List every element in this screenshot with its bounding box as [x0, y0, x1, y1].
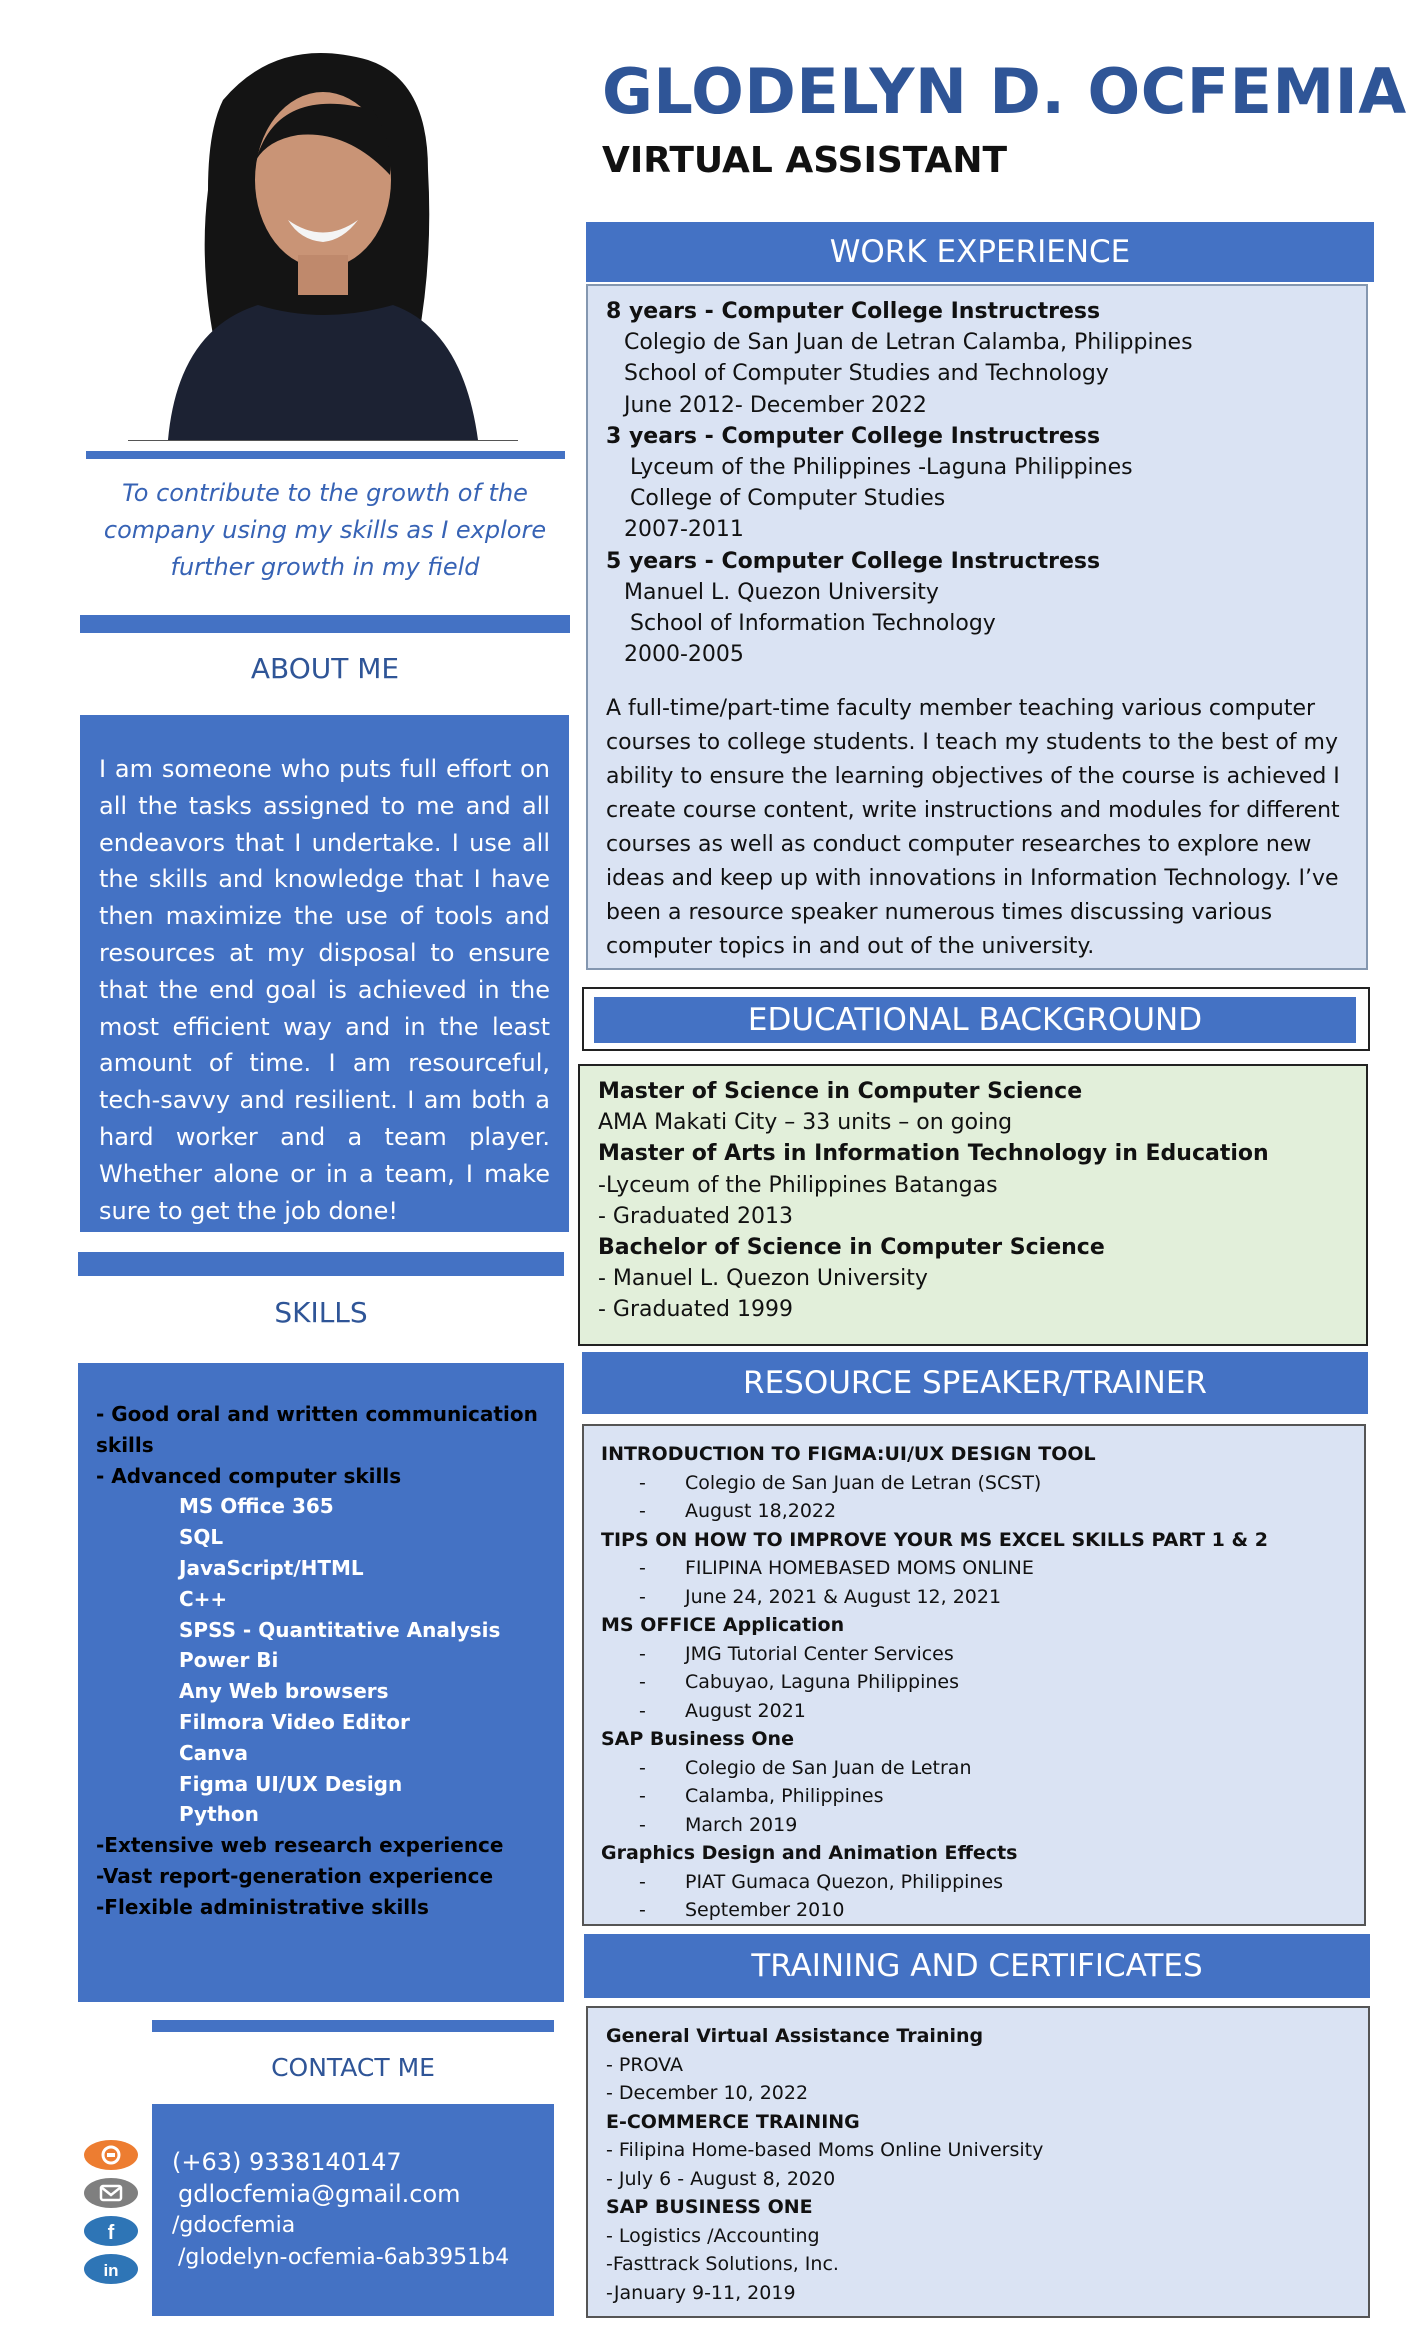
talk-detail: Calamba, Philippines [685, 1785, 884, 1807]
talk-title: TIPS ON HOW TO IMPROVE YOUR MS EXCEL SKILLS PART 1 & 2 [601, 1528, 1268, 1551]
skill-item: - Good oral and written communication skills [96, 1402, 538, 1457]
training-box [586, 2006, 1370, 2318]
degree-line: -Lyceum of the Philippines Batangas [598, 1172, 998, 1198]
skill-sub-item: Python [179, 1802, 259, 1827]
skill-sub-item: MS Office 365 [179, 1494, 334, 1519]
skill-sub-item: SPSS - Quantitative Analysis [179, 1617, 501, 1642]
job-line: June 2012- December 2022 [624, 392, 927, 418]
talk-title: MS OFFICE Application [601, 1614, 845, 1636]
skill-item: -Extensive web research experience [96, 1833, 504, 1858]
candidate-name: GLODELYN D. OCFEMIA [602, 55, 1407, 128]
talk-line [601, 1497, 1364, 1526]
skill-item: -Vast report-generation experience [96, 1863, 494, 1888]
dash-marker: - [639, 1899, 646, 1921]
dash-marker: - [639, 1471, 646, 1494]
skills-heading: SKILLS [274, 1296, 368, 1329]
talk-line [601, 1811, 1364, 1840]
skill-item: - Advanced computer skills [96, 1463, 402, 1488]
dash-marker: - [639, 1585, 646, 1608]
skill-sub-item: Any Web browsers [179, 1679, 389, 1704]
job-line: College of Computer Studies [630, 486, 946, 512]
degree-line: - Graduated 1999 [598, 1297, 794, 1323]
talk-detail: FILIPINA HOMEBASED MOMS ONLINE [685, 1557, 1034, 1579]
training-line: - Filipina Home-based Moms Online University [606, 2139, 1044, 2161]
skill-sub-item: Filmora Video Editor [179, 1709, 410, 1734]
degree-title: Master of Arts in Information Technology in Education [598, 1141, 1269, 1167]
education-heading: EDUCATIONAL BACKGROUND [594, 997, 1356, 1043]
training-title: General Virtual Assistance Training [606, 2025, 984, 2047]
dash-marker: - [639, 1500, 646, 1522]
candidate-title: VIRTUAL ASSISTANT [602, 140, 1008, 181]
talk-detail: August 2021 [685, 1699, 806, 1722]
phone-icon [82, 2138, 140, 2172]
about-box [80, 715, 569, 1232]
skill-sub-item: JavaScript/HTML [179, 1555, 364, 1580]
talk-title: Graphics Design and Animation Effects [601, 1842, 1018, 1864]
talk-line [601, 1469, 1364, 1498]
contact-facebook[interactable]: /gdocfemia [172, 2213, 296, 2238]
talk-line [601, 1554, 1364, 1583]
talk-title: SAP Business One [601, 1728, 794, 1750]
talk-title: INTRODUCTION TO FIGMA:UI/UX DESIGN TOOL [601, 1443, 1096, 1465]
training-line: -Fasttrack Solutions, Inc. [606, 2253, 839, 2275]
job-line: Lyceum of the Philippines -Laguna Philippines [630, 455, 1133, 481]
degree-line: AMA Makati City – 33 units – on going [598, 1110, 1013, 1136]
degree-line: - Graduated 2013 [598, 1203, 794, 1229]
svg-text:f: f [107, 2222, 115, 2244]
dash-marker: - [639, 1557, 646, 1579]
dash-marker: - [639, 1699, 646, 1722]
talk-line [601, 1583, 1364, 1612]
talk-line [601, 1868, 1364, 1897]
job-line: Manuel L. Quezon University [624, 579, 939, 605]
degree-title: Bachelor of Science in Computer Science [598, 1235, 1105, 1261]
skills-box [78, 1363, 564, 2002]
talk-detail: Colegio de San Juan de Letran (SCST) [685, 1471, 1042, 1494]
dash-marker: - [639, 1642, 646, 1665]
contact-email[interactable]: gdlocfemia@gmail.com [178, 2180, 461, 2208]
about-text: I am someone who puts full effort on all the tasks assigned to me and all endeavors that I undertake. I use all the skills and knowledge that I have then maximize the use of tools and resources at my disposal to ensure that the end goal is achieved in the most efficient way and in the least amount of time. I am resourceful, tech-savvy and resilient. I am both a hard worker and a team player. Whether alone or in a team, I make sure to get the job done! [99, 755, 550, 1225]
talk-line [601, 1754, 1364, 1783]
dash-marker: - [639, 1756, 646, 1779]
dash-marker: - [639, 1870, 646, 1893]
contact-linkedin[interactable]: /glodelyn-ocfemia-6ab3951b4 [178, 2245, 510, 2270]
skill-sub-item: C++ [179, 1586, 228, 1611]
job-title: 5 years - Computer College Instructress [606, 548, 1101, 574]
about-heading: ABOUT ME [250, 652, 400, 685]
training-heading: TRAINING AND CERTIFICATES [584, 1934, 1370, 1998]
job-line: School of Computer Studies and Technology [624, 361, 1109, 387]
talk-detail: August 18,2022 [685, 1500, 837, 1522]
photo-underline [128, 440, 518, 441]
talk-detail: PIAT Gumaca Quezon, Philippines [685, 1870, 1004, 1893]
dash-marker: - [639, 1813, 646, 1836]
talk-line [601, 1640, 1364, 1669]
svg-text:in: in [103, 2261, 119, 2280]
training-line: -January 9-11, 2019 [606, 2281, 796, 2304]
facebook-icon[interactable] [82, 2214, 140, 2248]
work-heading: WORK EXPERIENCE [586, 222, 1374, 282]
talk-line [601, 1668, 1364, 1697]
resource-speaker-box [582, 1424, 1366, 1926]
degree-line: - Manuel L. Quezon University [598, 1266, 928, 1292]
skill-sub-item: Power Bi [179, 1648, 279, 1673]
talk-detail: JMG Tutorial Center Services [685, 1642, 954, 1665]
contact-divider [152, 2020, 554, 2032]
dash-marker: - [639, 1671, 646, 1693]
talk-line [601, 1697, 1364, 1726]
job-line: Colegio de San Juan de Letran Calamba, Philippines [624, 330, 1193, 356]
talk-line [601, 1782, 1364, 1811]
training-title: SAP BUSINESS ONE [606, 2196, 813, 2218]
skill-sub-item: Canva [179, 1740, 248, 1765]
job-title: 3 years - Computer College Instructress [606, 423, 1101, 449]
skill-sub-item: SQL [179, 1525, 224, 1550]
talk-detail: Cabuyao, Laguna Philippines [685, 1671, 960, 1693]
skill-item: -Flexible administrative skills [96, 1894, 429, 1919]
training-line: - PROVA [606, 2053, 683, 2076]
email-icon [82, 2176, 140, 2210]
talk-detail: March 2019 [685, 1813, 798, 1836]
contact-phone[interactable]: (+63) 9338140147 [172, 2148, 402, 2176]
degree-title: Master of Science in Computer Science [598, 1079, 1083, 1104]
skill-sub-item: Figma UI/UX Design [179, 1771, 403, 1796]
training-line: - July 6 - August 8, 2020 [606, 2167, 836, 2190]
skills-divider [78, 1252, 564, 1276]
about-divider [80, 615, 570, 633]
training-line: - Logistics /Accounting [606, 2224, 820, 2247]
work-box [586, 284, 1368, 970]
contact-heading: CONTACT ME [271, 2053, 435, 2082]
linkedin-icon[interactable] [82, 2252, 140, 2286]
work-description: A full-time/part-time faculty member teaching various computer courses to college students. I teach my students to the best of my ability to ensure the learning objectives of the course is achieved I create course content, write instructions and modules for different courses as well as conduct computer researches to explore new ideas and keep up with innovations in Information Technology. I’ve been a resource speaker numerous times discussing various computer topics in and out of the university. [606, 696, 1340, 960]
profile-photo [128, 40, 518, 440]
job-line: 2007-2011 [624, 517, 744, 543]
objective-divider [86, 451, 565, 459]
dash-marker: - [639, 1785, 646, 1807]
training-title: E-COMMERCE TRAINING [606, 2110, 860, 2133]
resource-speaker-heading: RESOURCE SPEAKER/TRAINER [582, 1352, 1368, 1414]
job-line: School of Information Technology [630, 611, 996, 637]
talk-detail: September 2010 [685, 1899, 845, 1921]
training-line: - December 10, 2022 [606, 2082, 809, 2104]
job-title: 8 years - Computer College Instructress [606, 299, 1101, 324]
job-line: 2000-2005 [624, 642, 744, 668]
talk-detail: Colegio de San Juan de Letran [685, 1756, 972, 1779]
contact-box [152, 2104, 554, 2316]
education-box [578, 1064, 1368, 1346]
talk-detail: June 24, 2021 & August 12, 2021 [685, 1585, 1002, 1608]
objective-text: To contribute to the growth of the company using my skills as I explore further growth in my field [103, 479, 547, 581]
talk-line [601, 1896, 1364, 1925]
